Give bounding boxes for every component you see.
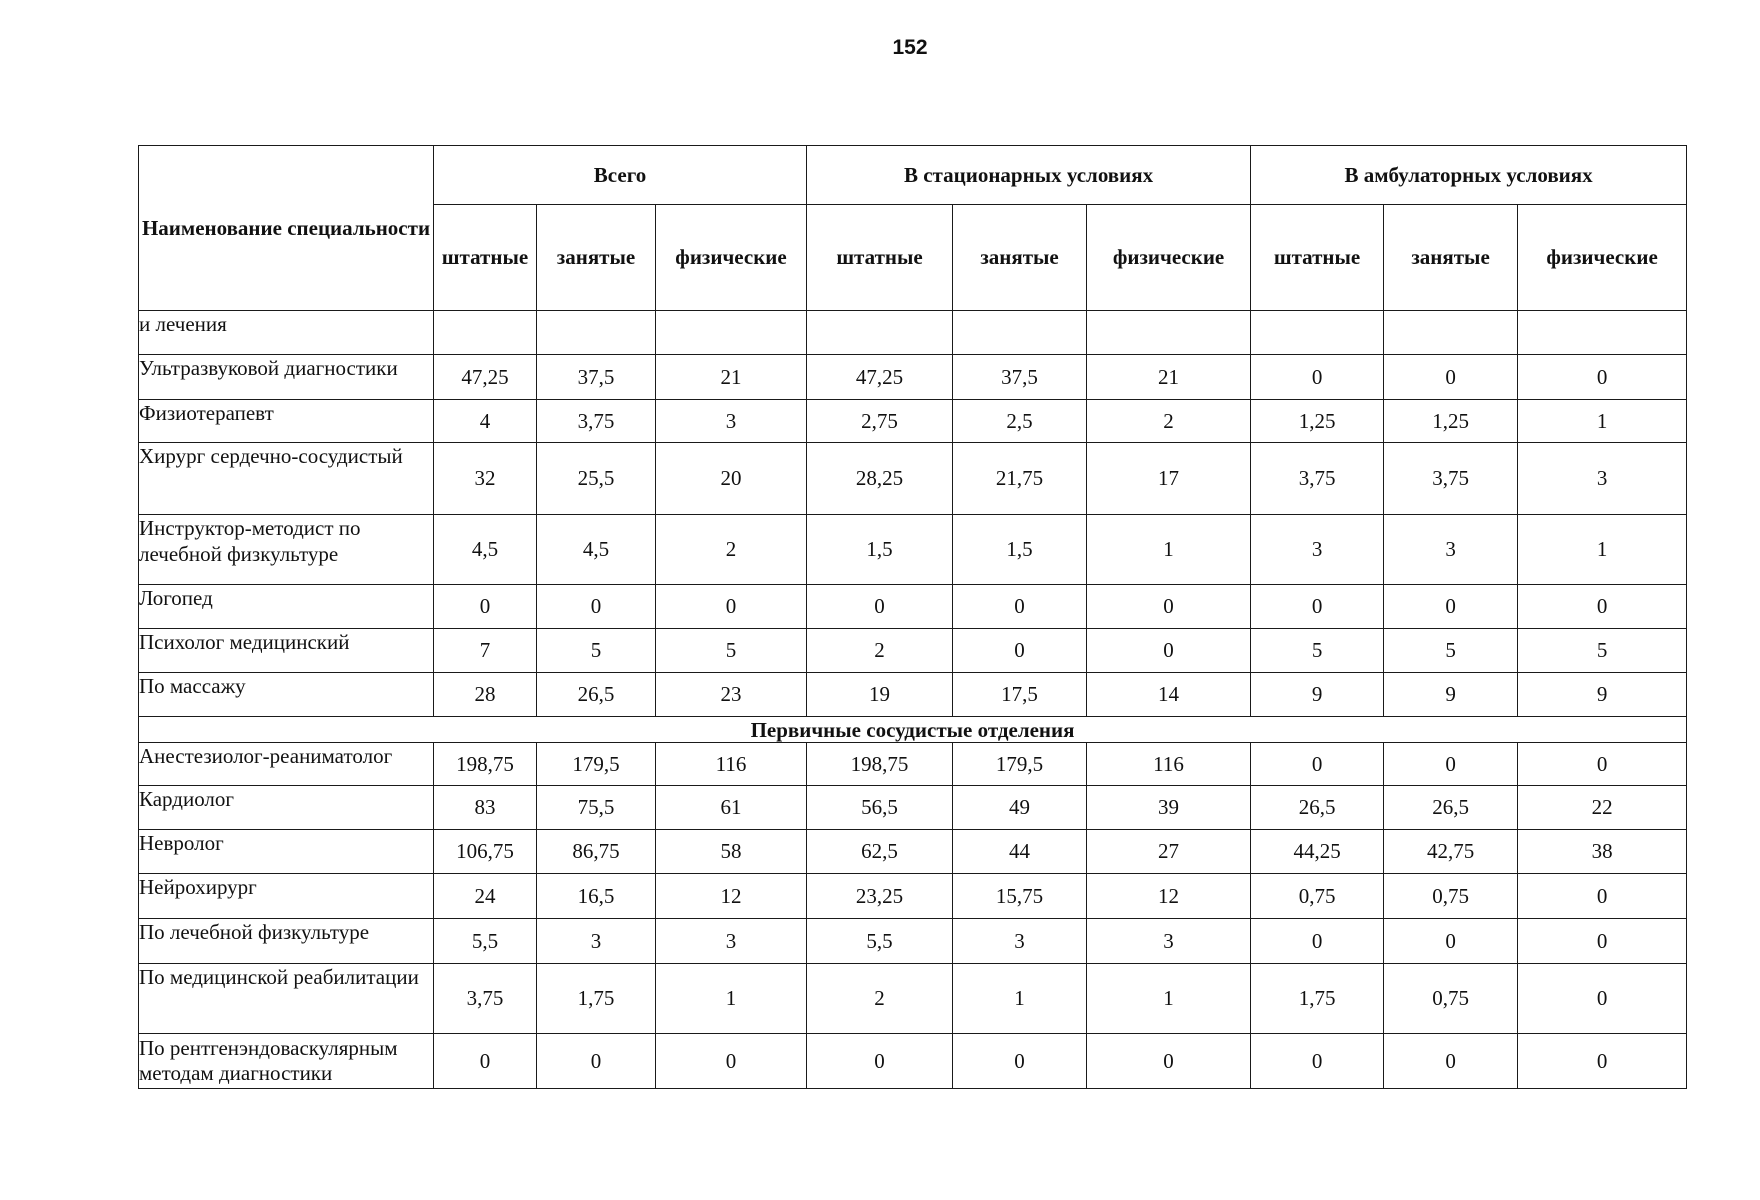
value-cell: 3,75 (1251, 443, 1384, 515)
specialty-name: По медицинской реабилитации (139, 964, 434, 1034)
value-cell: 42,75 (1384, 830, 1518, 874)
value-cell: 0 (1251, 919, 1384, 964)
specialty-name-header: Наименование специальности (139, 146, 434, 311)
table-row (139, 673, 1687, 717)
value-cell: 0 (1087, 1034, 1251, 1089)
value-cell: 179,5 (953, 743, 1087, 786)
value-cell: 1 (1087, 964, 1251, 1034)
value-cell: 0 (1518, 874, 1687, 919)
page-number: 152 (892, 36, 928, 59)
specialty-name: Кардиолог (139, 786, 434, 830)
value-cell: 1 (953, 964, 1087, 1034)
value-cell: 116 (656, 743, 807, 786)
value-cell: 0 (1384, 1034, 1518, 1089)
value-cell: 5 (537, 629, 656, 673)
group-header-total: Всего (434, 146, 807, 205)
value-cell: 14 (1087, 673, 1251, 717)
value-cell: 3 (1384, 515, 1518, 585)
value-cell: 28 (434, 673, 537, 717)
value-cell: 22 (1518, 786, 1687, 830)
specialty-name: Нейрохирург (139, 874, 434, 919)
value-cell: 5 (656, 629, 807, 673)
section-row (139, 717, 1687, 743)
value-cell: 24 (434, 874, 537, 919)
value-cell: 23 (656, 673, 807, 717)
value-cell: 1,25 (1251, 400, 1384, 443)
value-cell: 26,5 (1251, 786, 1384, 830)
value-cell: 3 (1251, 515, 1384, 585)
specialty-name: Инструктор-методист по лечебной физкультуре (139, 515, 434, 585)
value-cell: 47,25 (434, 355, 537, 400)
value-cell: 2 (807, 629, 953, 673)
value-cell: 28,25 (807, 443, 953, 515)
value-cell: 179,5 (537, 743, 656, 786)
value-cell: 198,75 (807, 743, 953, 786)
value-cell: 1,75 (537, 964, 656, 1034)
value-cell (1384, 311, 1518, 355)
staffing-table (138, 145, 1687, 1089)
subheader-physical: физические (1087, 205, 1251, 311)
value-cell: 3,75 (1384, 443, 1518, 515)
value-cell: 198,75 (434, 743, 537, 786)
specialty-name: и лечения (139, 311, 434, 355)
value-cell: 3 (537, 919, 656, 964)
value-cell: 0 (1384, 355, 1518, 400)
value-cell (537, 311, 656, 355)
value-cell: 0 (953, 1034, 1087, 1089)
specialty-name: Ультразвуковой диагностики (139, 355, 434, 400)
value-cell: 23,25 (807, 874, 953, 919)
value-cell: 0 (953, 585, 1087, 629)
value-cell: 15,75 (953, 874, 1087, 919)
value-cell: 0 (1384, 743, 1518, 786)
value-cell: 3 (1518, 443, 1687, 515)
value-cell: 9 (1518, 673, 1687, 717)
value-cell: 0 (807, 585, 953, 629)
subheader-staff: штатные (807, 205, 953, 311)
value-cell: 4 (434, 400, 537, 443)
specialty-name: По лечебной физкультуре (139, 919, 434, 964)
value-cell: 26,5 (537, 673, 656, 717)
value-cell: 116 (1087, 743, 1251, 786)
value-cell: 75,5 (537, 786, 656, 830)
table-row (139, 919, 1687, 964)
value-cell: 1,5 (953, 515, 1087, 585)
value-cell: 1,75 (1251, 964, 1384, 1034)
value-cell: 2 (807, 964, 953, 1034)
value-cell: 0 (434, 585, 537, 629)
value-cell: 0 (807, 1034, 953, 1089)
specialty-name: Хирург сердечно-сосудистый (139, 443, 434, 515)
value-cell: 0 (1251, 743, 1384, 786)
table-row (139, 311, 1687, 355)
value-cell: 3,75 (537, 400, 656, 443)
value-cell: 2,75 (807, 400, 953, 443)
value-cell: 4,5 (537, 515, 656, 585)
value-cell: 47,25 (807, 355, 953, 400)
value-cell: 3 (953, 919, 1087, 964)
value-cell: 0 (1518, 919, 1687, 964)
value-cell: 1,5 (807, 515, 953, 585)
specialty-name: Психолог медицинский (139, 629, 434, 673)
group-header-outpatient: В амбулаторных условиях (1251, 146, 1687, 205)
value-cell: 0 (1518, 743, 1687, 786)
value-cell: 1 (656, 964, 807, 1034)
value-cell: 44 (953, 830, 1087, 874)
value-cell: 83 (434, 786, 537, 830)
value-cell: 26,5 (1384, 786, 1518, 830)
subheader-physical: физические (1518, 205, 1687, 311)
table-row (139, 585, 1687, 629)
value-cell: 86,75 (537, 830, 656, 874)
value-cell: 38 (1518, 830, 1687, 874)
subheader-staff: штатные (1251, 205, 1384, 311)
value-cell: 21 (1087, 355, 1251, 400)
table-row (139, 874, 1687, 919)
value-cell: 0 (1087, 629, 1251, 673)
value-cell: 0 (1384, 585, 1518, 629)
value-cell (807, 311, 953, 355)
value-cell: 1,25 (1384, 400, 1518, 443)
value-cell: 5 (1251, 629, 1384, 673)
table-row (139, 629, 1687, 673)
value-cell: 21 (656, 355, 807, 400)
value-cell: 0,75 (1251, 874, 1384, 919)
value-cell: 2 (1087, 400, 1251, 443)
value-cell: 5,5 (807, 919, 953, 964)
value-cell: 44,25 (1251, 830, 1384, 874)
value-cell: 0 (953, 629, 1087, 673)
value-cell: 9 (1384, 673, 1518, 717)
value-cell: 2,5 (953, 400, 1087, 443)
value-cell: 21,75 (953, 443, 1087, 515)
value-cell (953, 311, 1087, 355)
value-cell: 39 (1087, 786, 1251, 830)
value-cell (1087, 311, 1251, 355)
value-cell: 0 (656, 585, 807, 629)
value-cell: 0 (1518, 355, 1687, 400)
subheader-occupied: занятые (953, 205, 1087, 311)
value-cell: 0 (1384, 919, 1518, 964)
specialty-name: Анестезиолог-реаниматолог (139, 743, 434, 786)
value-cell: 0 (1518, 1034, 1687, 1089)
value-cell: 0 (1251, 355, 1384, 400)
value-cell: 3,75 (434, 964, 537, 1034)
value-cell: 58 (656, 830, 807, 874)
value-cell: 56,5 (807, 786, 953, 830)
value-cell: 5 (1384, 629, 1518, 673)
value-cell: 0 (434, 1034, 537, 1089)
value-cell: 1 (1518, 400, 1687, 443)
value-cell: 9 (1251, 673, 1384, 717)
table-row (139, 515, 1687, 585)
table-row (139, 964, 1687, 1034)
value-cell: 106,75 (434, 830, 537, 874)
value-cell: 0 (537, 1034, 656, 1089)
value-cell: 0 (1087, 585, 1251, 629)
value-cell: 4,5 (434, 515, 537, 585)
table-row (139, 743, 1687, 786)
value-cell (434, 311, 537, 355)
value-cell: 0 (537, 585, 656, 629)
group-header-inpatient: В стационарных условиях (807, 146, 1251, 205)
specialty-name: По массажу (139, 673, 434, 717)
value-cell: 3 (656, 400, 807, 443)
value-cell: 27 (1087, 830, 1251, 874)
value-cell (1518, 311, 1687, 355)
table-row (139, 830, 1687, 874)
value-cell: 12 (1087, 874, 1251, 919)
value-cell: 20 (656, 443, 807, 515)
value-cell: 37,5 (953, 355, 1087, 400)
table-row (139, 443, 1687, 515)
value-cell: 5 (1518, 629, 1687, 673)
section-title: Первичные сосудистые отделения (139, 717, 1687, 743)
specialty-name: Невролог (139, 830, 434, 874)
value-cell: 17 (1087, 443, 1251, 515)
table-row (139, 1034, 1687, 1089)
value-cell: 3 (656, 919, 807, 964)
specialty-name: По рентгенэндоваскулярным методам диагностики (139, 1034, 434, 1089)
value-cell: 49 (953, 786, 1087, 830)
subheader-occupied: занятые (537, 205, 656, 311)
value-cell: 0,75 (1384, 874, 1518, 919)
value-cell: 1 (1518, 515, 1687, 585)
value-cell: 0,75 (1384, 964, 1518, 1034)
value-cell (656, 311, 807, 355)
value-cell: 32 (434, 443, 537, 515)
value-cell: 5,5 (434, 919, 537, 964)
value-cell: 61 (656, 786, 807, 830)
value-cell: 0 (1251, 1034, 1384, 1089)
value-cell (1251, 311, 1384, 355)
value-cell: 19 (807, 673, 953, 717)
subheader-occupied: занятые (1384, 205, 1518, 311)
value-cell: 1 (1087, 515, 1251, 585)
table-row (139, 400, 1687, 443)
table-row (139, 786, 1687, 830)
value-cell: 7 (434, 629, 537, 673)
value-cell: 37,5 (537, 355, 656, 400)
table-row (139, 355, 1687, 400)
value-cell: 25,5 (537, 443, 656, 515)
subheader-physical: физические (656, 205, 807, 311)
value-cell: 16,5 (537, 874, 656, 919)
value-cell: 3 (1087, 919, 1251, 964)
value-cell: 17,5 (953, 673, 1087, 717)
specialty-name: Логопед (139, 585, 434, 629)
value-cell: 12 (656, 874, 807, 919)
subheader-staff: штатные (434, 205, 537, 311)
value-cell: 0 (1518, 585, 1687, 629)
value-cell: 62,5 (807, 830, 953, 874)
value-cell: 2 (656, 515, 807, 585)
specialty-name: Физиотерапевт (139, 400, 434, 443)
value-cell: 0 (1251, 585, 1384, 629)
value-cell: 0 (656, 1034, 807, 1089)
value-cell: 0 (1518, 964, 1687, 1034)
